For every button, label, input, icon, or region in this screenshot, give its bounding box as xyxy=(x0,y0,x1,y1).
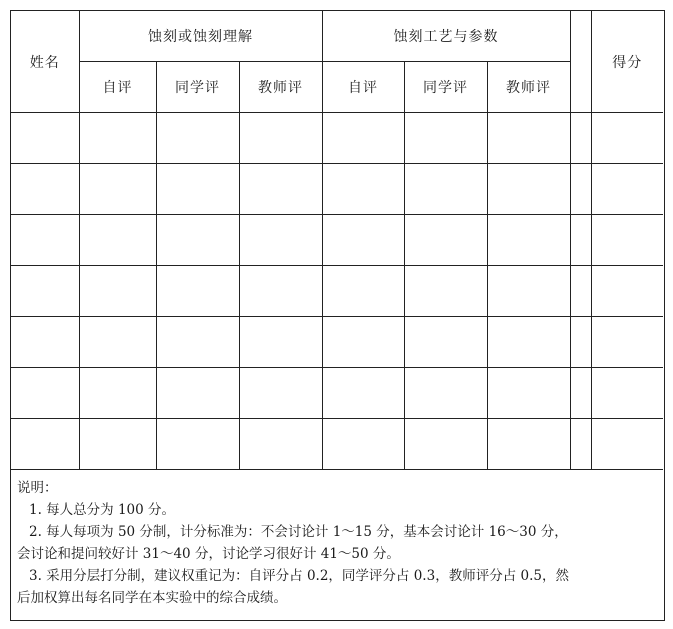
table-row xyxy=(11,368,663,419)
note-item-2-line-1: 2. 每人每项为 50 分制，计分标准为：不会讨论计 1～15 分，基本会讨论计 16～30 分， xyxy=(29,524,568,540)
table-cell xyxy=(570,164,591,215)
note-item-3-line-2: 后加权算出每名同学在本实验中的综合成绩。 xyxy=(17,590,287,606)
table-cell xyxy=(11,215,79,266)
sub-header-self-1: 自评 xyxy=(79,62,156,113)
table-cell xyxy=(239,266,322,317)
group1-header: 蚀刻或蚀刻理解 xyxy=(79,11,322,62)
sub-header-peer-2: 同学评 xyxy=(404,62,487,113)
table-cell xyxy=(404,317,487,368)
table-cell xyxy=(11,419,79,470)
table-cell xyxy=(487,164,570,215)
score-header: 得分 xyxy=(591,11,663,113)
table-cell xyxy=(591,317,663,368)
table-cell xyxy=(79,317,156,368)
table-cell xyxy=(11,164,79,215)
table-cell xyxy=(404,113,487,164)
table-cell xyxy=(404,419,487,470)
notes-title: 说明： xyxy=(17,480,58,496)
table-cell xyxy=(570,266,591,317)
table-cell xyxy=(239,368,322,419)
table-cell xyxy=(156,368,239,419)
table-cell xyxy=(591,368,663,419)
table-cell xyxy=(322,419,404,470)
table-cell xyxy=(322,215,404,266)
sub-header-teacher-2: 教师评 xyxy=(487,62,570,113)
table-cell xyxy=(156,419,239,470)
table-row xyxy=(11,113,663,164)
table-cell xyxy=(591,113,663,164)
spacer-column-header xyxy=(570,11,591,113)
table-cell xyxy=(570,215,591,266)
sub-header-peer-1: 同学评 xyxy=(156,62,239,113)
evaluation-table xyxy=(11,11,663,470)
blank-rows xyxy=(11,113,663,470)
sub-header-self-2: 自评 xyxy=(322,62,404,113)
table-cell xyxy=(239,215,322,266)
table-cell xyxy=(570,419,591,470)
table-cell xyxy=(11,368,79,419)
table-cell xyxy=(487,215,570,266)
table-cell xyxy=(156,317,239,368)
table-cell xyxy=(156,266,239,317)
table-cell xyxy=(79,266,156,317)
table-cell xyxy=(156,164,239,215)
table-cell xyxy=(79,419,156,470)
table-cell xyxy=(404,164,487,215)
table-cell xyxy=(79,113,156,164)
note-item-3-line-1: 3. 采用分层打分制，建议权重记为：自评分占 0.2，同学评分占 0.3，教师评分占 0.5，然 xyxy=(29,568,569,584)
table-cell xyxy=(591,419,663,470)
table-cell xyxy=(156,113,239,164)
table-cell xyxy=(570,317,591,368)
table-cell xyxy=(322,368,404,419)
table-cell xyxy=(570,368,591,419)
name-header: 姓名 xyxy=(11,11,79,113)
notes-section xyxy=(11,467,663,609)
table-cell xyxy=(322,164,404,215)
table-cell xyxy=(239,113,322,164)
table-row xyxy=(11,266,663,317)
table-cell xyxy=(591,164,663,215)
table-cell xyxy=(239,317,322,368)
table-cell xyxy=(487,113,570,164)
table-cell xyxy=(11,266,79,317)
table-cell xyxy=(79,164,156,215)
table-row xyxy=(11,419,663,470)
table-cell xyxy=(322,113,404,164)
table-cell xyxy=(404,215,487,266)
table-cell xyxy=(404,266,487,317)
table-cell xyxy=(404,368,487,419)
table-cell xyxy=(591,266,663,317)
table-cell xyxy=(156,215,239,266)
table-cell xyxy=(11,113,79,164)
evaluation-sheet xyxy=(10,10,665,621)
table-row xyxy=(11,164,663,215)
table-cell xyxy=(570,113,591,164)
table-cell xyxy=(487,317,570,368)
table-row xyxy=(11,215,663,266)
table-cell xyxy=(591,215,663,266)
table-cell xyxy=(322,266,404,317)
table-cell xyxy=(239,419,322,470)
table-cell xyxy=(239,164,322,215)
table-cell xyxy=(79,215,156,266)
table-cell xyxy=(11,317,79,368)
sub-header-teacher-1: 教师评 xyxy=(239,62,322,113)
group2-header: 蚀刻工艺与参数 xyxy=(322,11,570,62)
table-cell xyxy=(487,368,570,419)
note-item-2-line-2: 会讨论和提问较好计 31～40 分，讨论学习很好计 41～50 分。 xyxy=(17,546,400,562)
table-cell xyxy=(487,419,570,470)
table-cell xyxy=(79,368,156,419)
note-item-1: 1. 每人总分为 100 分。 xyxy=(29,502,176,518)
table-cell xyxy=(487,266,570,317)
table-cell xyxy=(322,317,404,368)
table-row xyxy=(11,317,663,368)
